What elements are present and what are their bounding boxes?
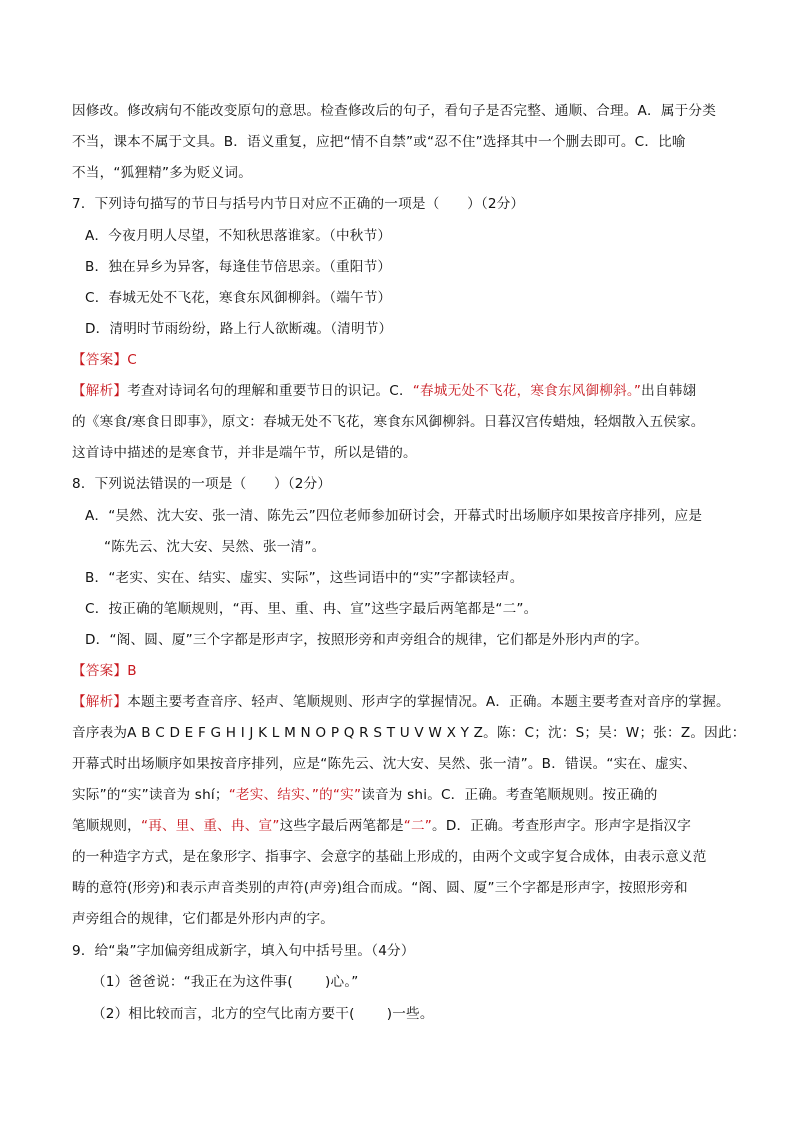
analysis-text: 出自韩翃 — [641, 383, 697, 399]
question-7-option-c: C．春城无处不飞花，寒食东风御柳斜。（端午节） — [85, 290, 392, 306]
answer-tag: 【答案】 — [72, 352, 128, 368]
analysis-text: 笔顺规则， — [72, 818, 141, 834]
question-8-option-a: A．“吴然、沈大安、张一清、陈先云”四位老师参加研讨会，开幕式时出场顺序如果按音序排列，应是 — [85, 508, 703, 524]
question-7-option-b: B．独在异乡为异客，每逢佳节倍思亲。（重阳节） — [85, 259, 392, 275]
question-8-option-a-cont: “陈先云、沈大安、吴然、张一清”。 — [104, 539, 326, 555]
question-8-option-c: C．按正确的笔顺规则，“再、里、重、冉、宣”这些字最后两笔都是“二”。 — [85, 601, 538, 617]
question-9-sentence-2: （2）相比较而言，北方的空气比南方要干( )一些。 — [92, 1006, 434, 1022]
answer-value: B — [127, 663, 137, 679]
analysis-quote: “二” — [403, 818, 433, 834]
question-8-analysis-line-3: 开幕式时出场顺序如果按音序排列，应是“陈先云、沈大安、吴然、张一清”。B．错误。“实在、虚实、 — [72, 756, 697, 772]
analysis-text: 实际”的“实”读音为 shí； — [72, 787, 229, 803]
analysis-quote: “老实、结实、”的“实” — [228, 787, 362, 803]
continuation-line-1: 因修改。修改病句不能改变原句的意思。检查修改后的句子，看句子是否完整、通顺、合理。A．属于分类 — [72, 103, 717, 119]
question-8-analysis-line-2: 音序表为A B C D E F G H I J K L M N O P Q R S T U V W X Y Z。陈：C；沈：S；吴：W；张：Z。因此： — [72, 725, 746, 741]
question-9-sentence-1: （1）爸爸说：“我正在为这件事( )心。” — [92, 974, 359, 990]
question-8-answer — [72, 661, 137, 681]
question-8-stem: 8．下列说法错误的一项是（ ）（2分） — [72, 476, 332, 492]
analysis-text: 考查对诗词名句的理解和重要节日的识记。C． — [127, 383, 413, 399]
question-8-analysis-line-7: 畴的意符(形旁)和表示声音类别的声符(声旁)组合而成。“阁、圆、厦”三个字都是形声字，按照形旁和 — [72, 880, 688, 896]
question-7-stem: 7．下列诗句描写的节日与括号内节日对应不正确的一项是（ ）（2分） — [72, 196, 525, 212]
analysis-tag: 【解析】 — [72, 694, 128, 710]
question-8-option-d: D．“阁、圆、厦”三个字都是形声字，按照形旁和声旁组合的规律，它们都是外形内声的字。 — [85, 632, 649, 648]
analysis-text: 。D．正确。考查形声字。形声字是指汉字 — [432, 818, 692, 834]
question-8-analysis-line-8: 声旁组合的规律，它们都是外形内声的字。 — [72, 911, 335, 927]
analysis-quote: “再、里、重、冉、宣” — [140, 818, 280, 834]
analysis-tag: 【解析】 — [72, 383, 128, 399]
answer-value: C — [127, 352, 137, 368]
question-8-analysis-line-6: 的一种造字方式，是在象形字、指事字、会意字的基础上形成的，由两个文或字复合成体，由表示意义范 — [72, 849, 707, 865]
question-8-analysis-line-4 — [72, 785, 658, 805]
answer-tag: 【答案】 — [72, 663, 128, 679]
analysis-text: 这些字最后两笔都是 — [279, 818, 404, 834]
question-7-analysis-line-2: 的《寒食/寒食日即事》，原文：春城无处不飞花，寒食东风御柳斜。日暮汉宫传蜡烛，轻烟散入五侯家。 — [72, 414, 705, 430]
question-7-answer — [72, 350, 137, 370]
question-9-stem: 9．给“枭”字加偏旁组成新字，填入句中括号里。（4分） — [72, 943, 415, 959]
analysis-text: 读音为 shi。C．正确。考查笔顺规则。按正确的 — [361, 787, 658, 803]
question-7-analysis-line-1 — [72, 381, 696, 401]
question-7-option-d: D．清明时节雨纷纷，路上行人欲断魂。（清明节） — [85, 321, 393, 337]
question-8-analysis-line-1 — [72, 692, 730, 712]
analysis-text: 本题主要考查音序、轻声、笔顺规则、形声字的掌握情况。A．正确。本题主要考查对音序的掌握。 — [127, 694, 730, 710]
question-7-option-a: A．今夜月明人尽望，不知秋思落谁家。（中秋节） — [85, 228, 392, 244]
continuation-line-2: 不当，课本不属于文具。B．语义重复，应把“情不自禁”或“忍不住”选择其中一个删去即可。C．比喻 — [72, 134, 686, 150]
analysis-quote: “春城无处不飞花，寒食东风御柳斜。” — [412, 383, 642, 399]
question-8-analysis-line-5 — [72, 816, 691, 836]
continuation-line-3: 不当，“狐狸精”多为贬义词。 — [72, 165, 253, 181]
question-7-analysis-line-3: 这首诗中描述的是寒食节，并非是端午节，所以是错的。 — [72, 445, 417, 461]
question-8-option-b: B．“老实、实在、结实、虚实、实际”，这些词语中的“实”字都读轻声。 — [85, 570, 524, 586]
